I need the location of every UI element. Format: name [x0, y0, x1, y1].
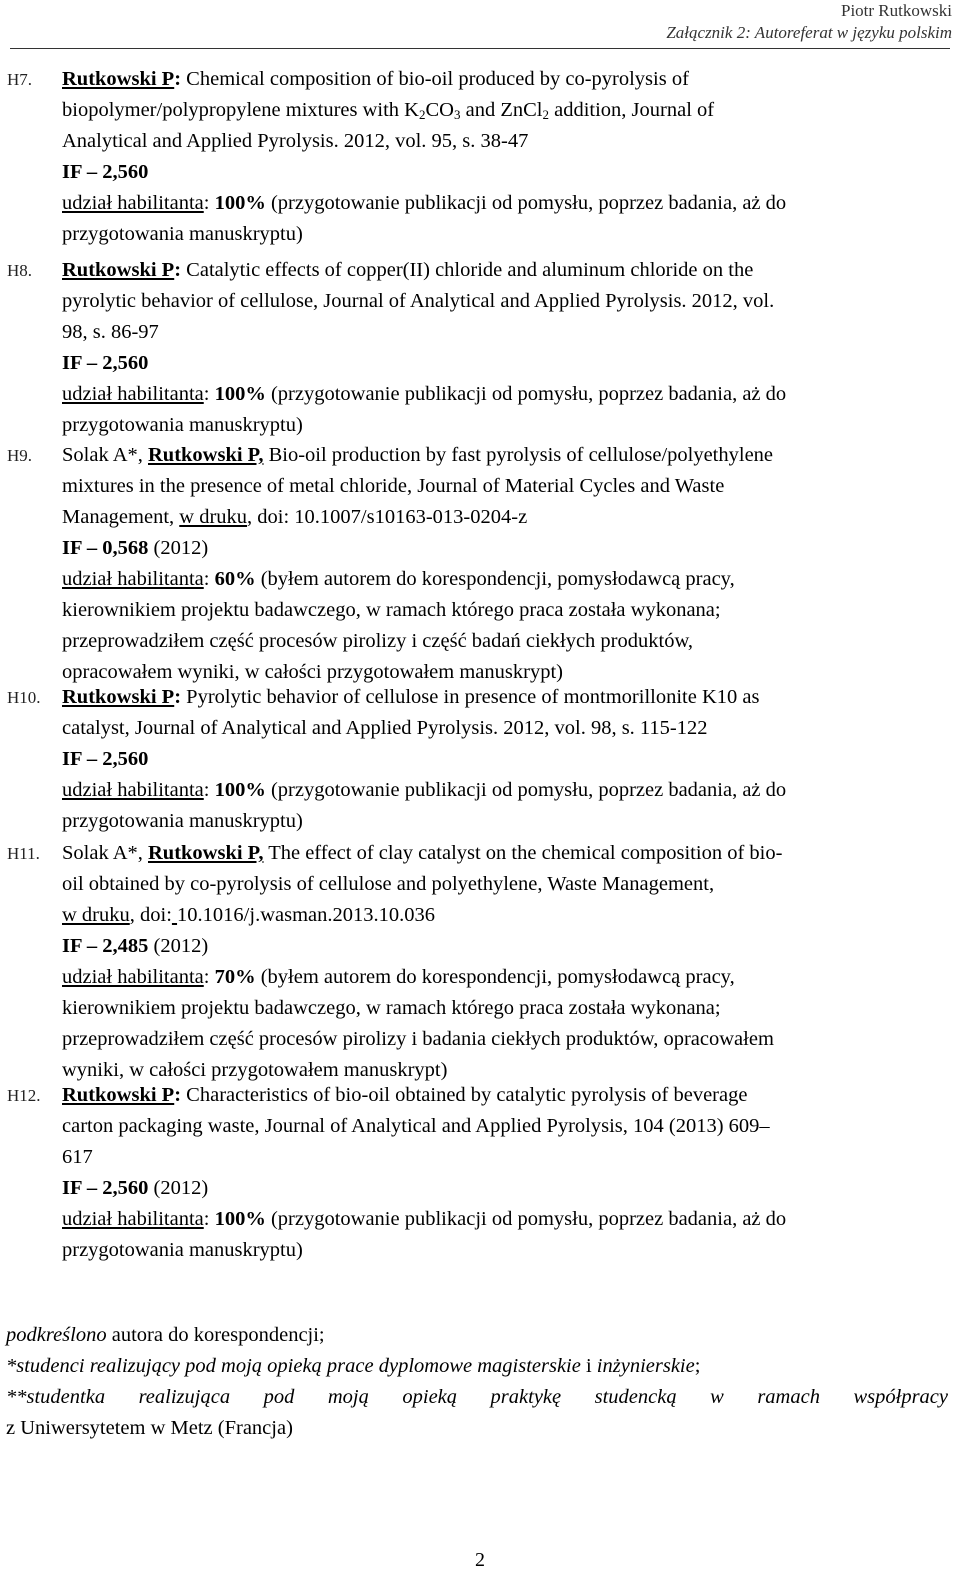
share-label: udział habilitanta	[62, 1208, 204, 1230]
title-line: Catalytic effects of copper(II) chloride and aluminum chloride on the	[181, 259, 754, 281]
share-label: udział habilitanta	[62, 568, 204, 590]
header-author: Piotr Rutkowski	[841, 1, 952, 20]
entry-body: Rutkowski P: Pyrolytic behavior of cellulose in presence of montmorillonite K10 as catalyst, Journal of Analytical and Applied Pyrolysis. 2012, vol. 98, s. 115-122 IF – 2,560 udział habilitanta: 100% (przygotowanie publikacji od pomysłu, poprzez badania, aż do przygotowania manuskryptu)	[62, 682, 948, 837]
entry-number: H9.	[7, 446, 33, 465]
title-line: Chemical composition of bio-oil produced by co-pyrolysis of	[181, 68, 689, 90]
entry-body: Solak A*, Rutkowski P, The effect of clay catalyst on the chemical composition of bio- oil obtained by co-pyrolysis of cellulose and polyethylene, Waste Management, w druku, doi: 10.1016/j.wasman.2013.10.036 IF – 2,485 (2012) udział habilitanta: 70% (byłem autorem do korespondencji, pomysłodawcą pracy, kierownikiem projektu badawczego, w ramach którego praca została wykonana; przeprowadziłem część procesów pirolizy i badania ciekłych produktów, opracowałem wyniki, w całości przygotowałem manuskrypt)	[62, 842, 783, 1081]
title-line: The effect of clay catalyst on the chemical composition of bio-	[263, 842, 783, 864]
entry-number: H11.	[7, 844, 40, 863]
author-name: Rutkowski P	[62, 68, 175, 90]
author-name: Rutkowski P	[62, 1084, 175, 1106]
share-label: udział habilitanta	[62, 192, 204, 214]
author-name: Rutkowski P,	[148, 842, 264, 864]
footnotes: podkreślono autora do korespondencji; *studenci realizujący pod moją opieką prace dyplomowe magisterskie i inżynierskie; **studentka realizująca pod moją opieką praktykę studencką w ramach współpracy z Uniwersytetem w Metz (Francja)	[6, 1324, 948, 1439]
title-line: Bio-oil production by fast pyrolysis of cellulose/polyethylene	[263, 444, 774, 466]
entry-number: H12.	[7, 1086, 41, 1105]
share-label: udział habilitanta	[62, 779, 204, 801]
title-line: Pyrolytic behavior of cellulose in presence of montmorillonite K10 as	[181, 686, 760, 708]
entry-body: Solak A*, Rutkowski P, Bio-oil production by fast pyrolysis of cellulose/polyethylene mixtures in the presence of metal chloride, Journal of Material Cycles and Waste Management, w druku, doi: 10.1007/s10163-013-0204-z IF – 0,568 (2012) udział habilitanta: 60% (byłem autorem do korespondencji, pomysłodawcą pracy, kierownikiem projektu badawczego, w ramach którego praca została wykonana; przeprowadziłem część procesów pirolizy i część badań ciekłych produktów, opracowałem wyniki, w całości przygotowałem manuskrypt)	[62, 444, 774, 683]
share-percent: 60%	[214, 568, 256, 590]
entry-number: H10.	[7, 688, 41, 707]
header-rule	[10, 48, 950, 49]
entry-body: Rutkowski P: Catalytic effects of copper(II) chloride and aluminum chloride on the pyrolytic behavior of cellulose, Journal of Analytical and Applied Pyrolysis. 2012, vol. 98, s. 86-97 IF – 2,560 udział habilitanta: 100% (przygotowanie publikacji od pomysłu, poprzez badania, aż do przygotowania manuskryptu)	[62, 255, 948, 441]
header-block	[666, 0, 952, 44]
share-percent: 100%	[214, 192, 266, 214]
share-percent: 100%	[214, 383, 266, 405]
title-line: Characteristics of bio-oil obtained by catalytic pyrolysis of beverage	[181, 1084, 748, 1106]
share-percent: 100%	[214, 1208, 266, 1230]
impact-factor: IF – 2,560	[62, 748, 149, 770]
author-name: Rutkowski P	[62, 259, 175, 281]
entry-number: H8.	[7, 261, 33, 280]
header-subtitle: Załącznik 2: Autoreferat w języku polskim	[666, 23, 952, 42]
page-number: 2	[475, 1549, 485, 1571]
impact-factor: IF – 2,560	[62, 352, 149, 374]
author-name: Rutkowski P	[62, 686, 175, 708]
impact-factor: IF – 2,485	[62, 935, 149, 957]
share-percent: 70%	[214, 966, 256, 988]
impact-factor: IF – 2,560	[62, 1177, 149, 1199]
entry-body: Rutkowski P: Chemical composition of bio-oil produced by co-pyrolysis of biopolymer/polypropylene mixtures with $K_2CO_3$ and ZnCl$_2$ addition, Journal of Analytical and Applied Pyrolysis. 2012, vol. 95, s. 38-47 IF – 2,560 udział habilitanta: 100% (przygotowanie publikacji od pomysłu, poprzez badania, aż do przygotowania manuskryptu)	[62, 64, 948, 250]
entry-body: Rutkowski P: Characteristics of bio-oil obtained by catalytic pyrolysis of beverage carton packaging waste, Journal of Analytical and Applied Pyrolysis, 104 (2013) 609– 617 IF – 2,560 (2012) udział habilitanta: 100% (przygotowanie publikacji od pomysłu, poprzez badania, aż do przygotowania manuskryptu)	[62, 1084, 787, 1261]
author-name: Rutkowski P,	[148, 444, 264, 466]
share-label: udział habilitanta	[62, 383, 204, 405]
share-label: udział habilitanta	[62, 966, 204, 988]
impact-factor: IF – 2,560	[62, 161, 149, 183]
entry-number: H7.	[7, 70, 33, 89]
impact-factor: IF – 0,568	[62, 537, 149, 559]
share-percent: 100%	[214, 779, 266, 801]
